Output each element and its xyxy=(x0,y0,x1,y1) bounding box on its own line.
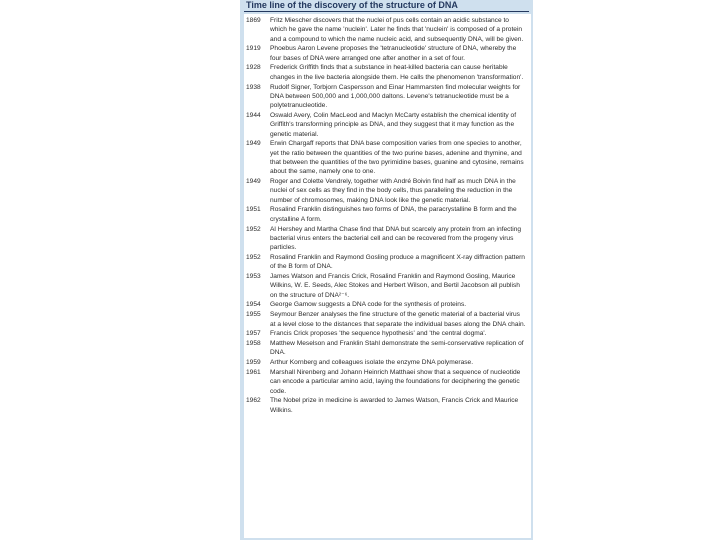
timeline-entry xyxy=(244,358,531,367)
timeline-entry xyxy=(244,300,531,309)
title-divider xyxy=(244,11,529,12)
entry-year: 1938 xyxy=(246,83,261,91)
entry-year: 1944 xyxy=(246,111,261,119)
timeline-entry xyxy=(244,111,531,139)
timeline-entry xyxy=(244,272,531,300)
timeline-entry xyxy=(244,368,531,396)
entry-year: 1953 xyxy=(246,273,261,281)
entry-text: Rosalind Franklin distinguishes two forms of DNA, the paracrystalline B form and the crystalline A form. xyxy=(270,206,517,223)
timeline-entry xyxy=(244,177,531,205)
entry-year: 1954 xyxy=(246,301,261,309)
timeline-entry xyxy=(244,44,531,63)
entry-text: Francis Crick proposes 'the sequence hypothesis' and 'the central dogma'. xyxy=(270,330,487,338)
entry-year: 1961 xyxy=(246,368,261,376)
entry-year: 1949 xyxy=(246,140,261,148)
timeline-body xyxy=(244,14,531,538)
entry-text: Rudolf Signer, Torbjorn Caspersson and Einar Hammarsten find molecular weights for DNA between 500,000 and 1,000,000 daltons. Levene's tetranucleotide must be a polytetranucleotide. xyxy=(270,83,521,110)
entry-year: 1959 xyxy=(246,359,261,367)
entry-year: 1957 xyxy=(246,330,261,338)
entry-year: 1958 xyxy=(246,340,261,348)
timeline-entry xyxy=(244,225,531,253)
entry-year: 1928 xyxy=(246,64,261,72)
entry-text: Phoebus Aaron Levene proposes the 'tetranucleotide' structure of DNA, whereby the four bases of DNA were arranged one after another in a set of four. xyxy=(270,45,517,62)
entry-text: Frederick Griffith finds that a substance in heat-killed bacteria can cause heritable changes in the live bacteria alongside them. He calls the phenomenon 'transformation'. xyxy=(270,64,524,81)
timeline-entries xyxy=(244,16,531,415)
timeline-panel xyxy=(240,0,533,540)
timeline-entry xyxy=(244,83,531,111)
entry-year: 1952 xyxy=(246,225,261,233)
entry-text: Fritz Miescher discovers that the nuclei of pus cells contain an acidic substance to which he gave the name 'nuclein'. Later he finds that 'nuclein' is composed of a protein and a compound to which the name nucleic acid, and subsequently DNA, will be given. xyxy=(270,17,524,43)
entry-text: Rosalind Franklin and Raymond Gosling produce a magnificent X-ray diffraction pattern of the B form of DNA. xyxy=(270,253,525,271)
timeline-entry xyxy=(244,63,531,82)
timeline-title: Time line of the discovery of the structure of DNA xyxy=(246,0,458,10)
entry-text: The Nobel prize in medicine is awarded to James Watson, Francis Crick and Maurice Wilkins. xyxy=(270,397,519,414)
entry-text: Oswald Avery, Colin MacLeod and Maclyn McCarty establish the chemical identity of Griffith's transforming principle as DNA, and they suggest that it may function as the genetic material. xyxy=(270,111,517,138)
timeline-entry xyxy=(244,253,531,272)
timeline-entry xyxy=(244,396,531,415)
entry-year: 1951 xyxy=(246,206,261,214)
entry-text: James Watson and Francis Crick, Rosalind Franklin and Raymond Gosling, Maurice Wilkins, W. E. Seeds, Alec Stokes and Herbert Wilson, and Bertil Jacobson all publish on the structure of DNA²⁻⁶. xyxy=(270,273,520,299)
entry-text: Seymour Benzer analyses the fine structure of the genetic material of a bacterial virus at a level close to the distances that separate the individual bases along the DNA chain. xyxy=(270,311,526,328)
timeline-entry xyxy=(244,310,531,329)
entry-year: 1919 xyxy=(246,45,261,53)
entry-year: 1869 xyxy=(246,17,261,24)
entry-text: Matthew Meselson and Franklin Stahl demonstrate the semi-conservative replication of DNA. xyxy=(270,340,524,357)
entry-year: 1955 xyxy=(246,311,261,319)
timeline-entry xyxy=(244,339,531,358)
entry-year: 1962 xyxy=(246,397,261,405)
timeline-entry xyxy=(244,16,531,44)
entry-year: 1949 xyxy=(246,178,261,186)
entry-text: Erwin Chargaff reports that DNA base composition varies from one species to another, yet the ratio between the quantities of the two purine bases, adenine and thymine, and that between the quantities of the two pyrimidine bases, guanine and cytosine, remains about the same, namely one to one. xyxy=(270,140,524,176)
timeline-entry xyxy=(244,139,531,176)
entry-text: Marshall Nirenberg and Johann Heinrich Matthaei show that a sequence of nucleotide can encode a particular amino acid, laying the foundations for deciphering the genetic code. xyxy=(270,368,521,395)
timeline-entry xyxy=(244,329,531,338)
entry-text: George Gamow suggests a DNA code for the synthesis of proteins. xyxy=(270,301,467,309)
entry-year: 1952 xyxy=(246,253,261,261)
entry-text: Al Hershey and Martha Chase find that DNA but scarcely any protein from an infecting bacterial virus enters the bacterial cell and can be recovered from the progeny virus particles. xyxy=(270,225,522,252)
entry-text: Arthur Kornberg and colleagues isolate the enzyme DNA polymerase. xyxy=(270,359,474,367)
timeline-entry xyxy=(244,205,531,224)
entry-text: Roger and Colette Vendrely, together with André Boivin find half as much DNA in the nuclei of sex cells as they find in the body cells, thus paralleling the reduction in the number of chromosomes, making DNA look like the genetic material. xyxy=(270,178,516,204)
